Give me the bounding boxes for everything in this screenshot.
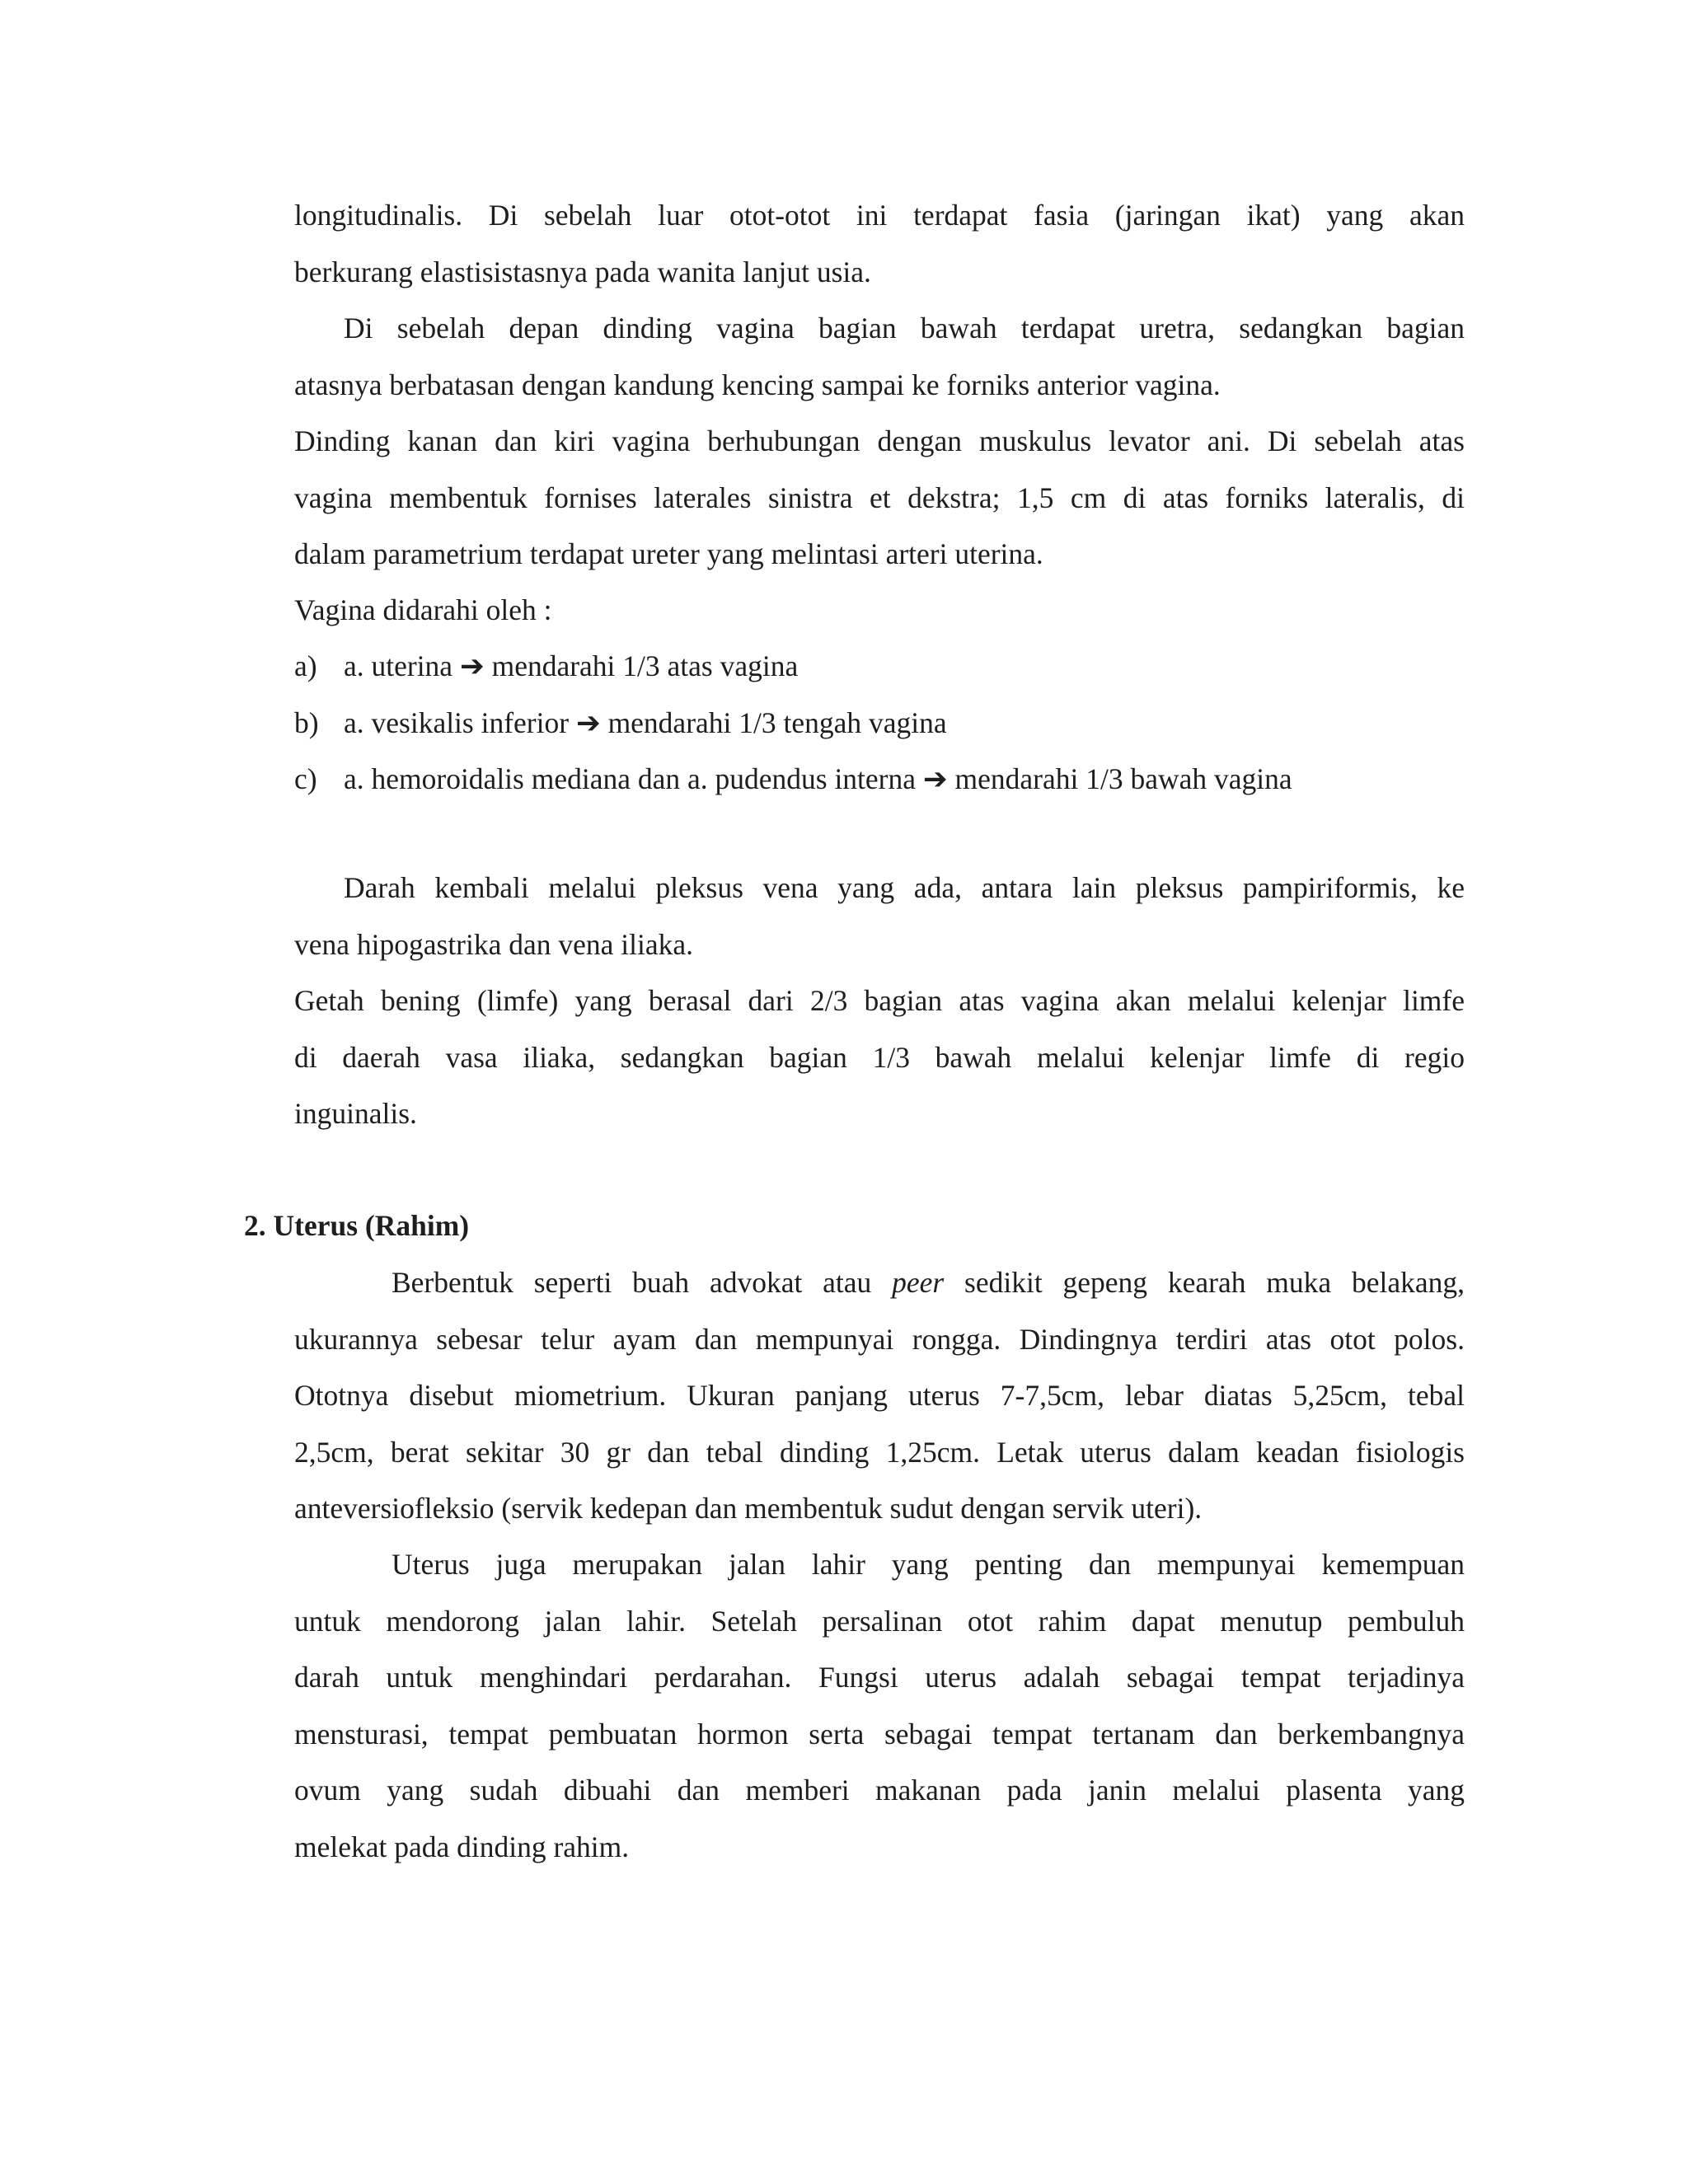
text-line: Di sebelah depan dinding vagina bagian bawah terdapat uretra, sedangkan bagian: [344, 312, 1465, 344]
paragraph-getah-bening: [294, 972, 1465, 1142]
text-line: [294, 1254, 1465, 1311]
list-marker: a): [294, 649, 317, 682]
text-line: Getah bening (limfe) yang berasal dari 2/3 bagian atas vagina akan melalui kelenjar limfe: [294, 984, 1465, 1017]
text-line: melekat pada dinding rahim.: [294, 1830, 630, 1863]
text-line: untuk mendorong jalan lahir. Setelah persalinan otot rahim dapat menutup pembuluh: [294, 1604, 1465, 1638]
arrow-icon: ➔: [459, 649, 485, 682]
list-marker: c): [294, 762, 317, 795]
list-item-desc: mendarahi 1/3 atas vagina: [491, 649, 799, 682]
text-line: berkurang elastisistasnya pada wanita lanjut usia.: [294, 255, 871, 288]
text-line: darah untuk menghindari perdarahan. Fungsi uterus adalah sebagai tempat terjadinya: [294, 1661, 1465, 1694]
text-line: Uterus juga merupakan jalan lahir yang penting dan mempunyai kemempuan: [392, 1548, 1465, 1581]
artery-name: a. uterina: [344, 649, 453, 682]
paragraph-dinding-kanan-kiri: [294, 413, 1465, 583]
paragraph-uterus-bentuk: [294, 1254, 1465, 1537]
paragraph-vagina-didarahi: [294, 582, 1465, 639]
paragraph-darah-kembali: [294, 860, 1465, 972]
text-line: vagina membentuk fornises laterales sinistra et dekstra; 1,5 cm di atas forniks lateralis, di: [294, 480, 1465, 514]
text-line: longitudinalis. Di sebelah luar otot-otot ini terdapat fasia (jaringan ikat) yang akan: [294, 199, 1465, 232]
paragraph-otot-fasia: [294, 187, 1465, 300]
arrow-icon: ➔: [575, 705, 601, 739]
text-line: mensturasi, tempat pembuatan hormon serta sebagai tempat tertanam dan berkembangnya: [294, 1717, 1465, 1750]
text-line: di daerah vasa iliaka, sedangkan bagian 1/3 bawah melalui kelenjar limfe di regio: [294, 1040, 1465, 1074]
text-line: inguinalis.: [294, 1097, 417, 1130]
text-line: ukurannya sebesar telur ayam dan mempunyai rongga. Dindingnya terdiri atas otot polos.: [294, 1322, 1465, 1356]
text-line: vena hipogastrika dan vena iliaka.: [294, 927, 693, 961]
artery-name: a. hemoroidalis mediana dan a. pudendus interna: [344, 762, 917, 795]
text-line: anteversiofleksio (servik kedepan dan membentuk sudut dengan servik uteri).: [294, 1492, 1203, 1525]
paragraph-uterus-fungsi: [294, 1536, 1465, 1875]
paragraph-dinding-depan: [294, 300, 1465, 413]
arrow-icon: ➔: [922, 762, 948, 795]
text-span: Berbentuk seperti buah advokat atau: [392, 1266, 893, 1299]
text-line: Dinding kanan dan kiri vagina berhubungan dengan muskulus levator ani. Di sebelah atas: [294, 424, 1465, 457]
text-line: Vagina didarahi oleh :: [294, 593, 552, 626]
list-marker: b): [294, 705, 319, 739]
text-line: Darah kembali melalui pleksus vena yang ada, antara lain pleksus pampiriformis, ke: [344, 871, 1465, 904]
list-item: [294, 638, 1465, 695]
text-line: dalam parametrium terdapat ureter yang melintasi arteri uterina.: [294, 537, 1043, 570]
list-item-desc: mendarahi 1/3 tengah vagina: [607, 705, 947, 739]
artery-name: a. vesikalis inferior: [344, 705, 570, 739]
blood-supply-list: [294, 638, 1465, 808]
list-item: [294, 751, 1465, 808]
text-line: Ototnya disebut miometrium. Ukuran panjang uterus 7-7,5cm, lebar diatas 5,25cm, tebal: [294, 1379, 1465, 1412]
italic-term: peer: [892, 1266, 945, 1299]
list-item-desc: mendarahi 1/3 bawah vagina: [954, 762, 1292, 795]
section-heading: 2. Uterus (Rahim): [244, 1209, 470, 1242]
text-span: sedikit gepeng kearah muka belakang,: [944, 1266, 1465, 1299]
text-line: 2,5cm, berat sekitar 30 gr dan tebal dinding 1,25cm. Letak uterus dalam keadan fisiologis: [294, 1435, 1465, 1469]
list-item: [294, 695, 1465, 752]
text-line: ovum yang sudah dibuahi dan memberi makanan pada janin melalui plasenta yang: [294, 1774, 1465, 1807]
text-line: atasnya berbatasan dengan kandung kencing sampai ke forniks anterior vagina.: [294, 368, 1221, 401]
